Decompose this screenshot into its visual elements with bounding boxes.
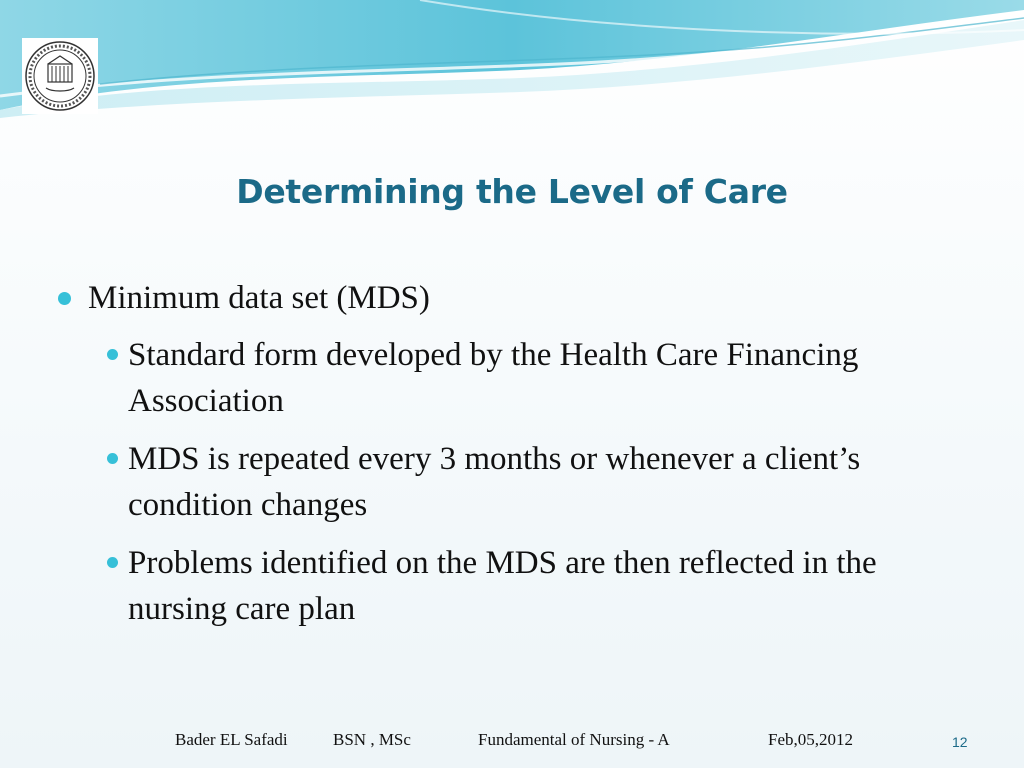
footer-course: Fundamental of Nursing - A (478, 730, 670, 749)
sub-bullet-text: MDS is repeated every 3 months or whenever a client’s condition changes (128, 441, 861, 523)
footer-author: Bader EL Safadi (175, 730, 288, 749)
sub-bullet-text: Standard form developed by the Health Care Financing Association (128, 337, 859, 419)
page-number: 12 (952, 734, 968, 750)
footer-degree: BSN , MSc (333, 730, 411, 749)
bullet-item (56, 276, 956, 320)
bullet-text: Minimum data set (MDS) (88, 280, 430, 316)
slide-title: Determining the Level of Care (236, 172, 788, 211)
university-logo (22, 38, 98, 114)
footer-date: Feb,05,2012 (768, 730, 853, 749)
header-wave-decoration (0, 0, 1024, 130)
bullet-dot-icon (58, 292, 71, 305)
bullet-dot-icon (107, 557, 118, 568)
bullet-list (56, 276, 956, 644)
sub-bullet-item (104, 332, 948, 424)
sub-bullet-item (104, 436, 948, 528)
sub-bullet-text: Problems identified on the MDS are then reflected in the nursing care plan (128, 545, 877, 627)
university-seal-icon (22, 38, 98, 114)
bullet-dot-icon (107, 349, 118, 360)
bullet-dot-icon (107, 453, 118, 464)
sub-bullet-item (104, 540, 948, 632)
